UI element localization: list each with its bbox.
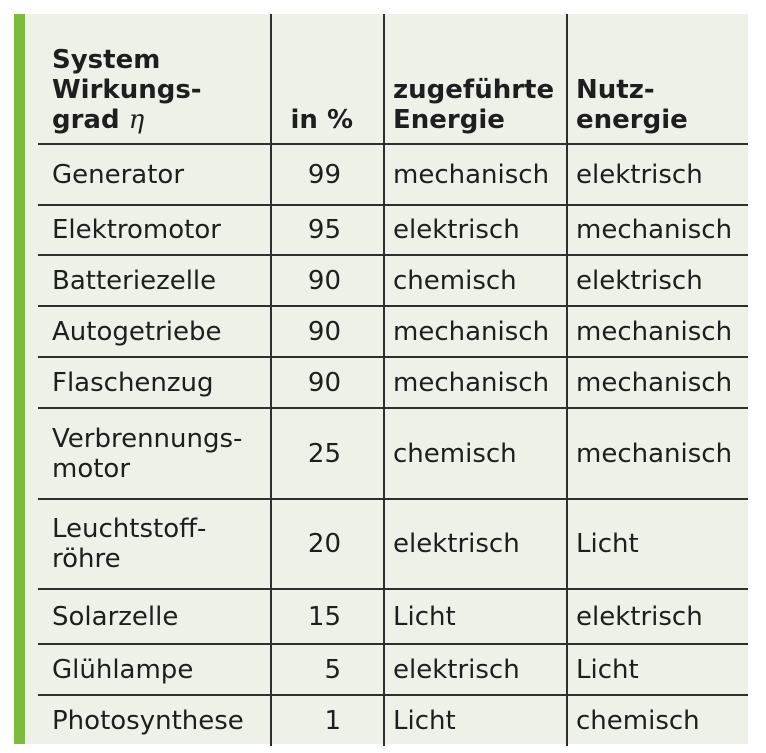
cell-useful-energy: Licht [567, 499, 748, 589]
cell-system [38, 144, 271, 205]
system-name: Glühlampe [52, 654, 194, 685]
table-row [38, 144, 748, 205]
table-row [38, 408, 748, 499]
system-name-continuation: röhre [52, 544, 121, 574]
table-row [38, 306, 748, 357]
table-row [38, 255, 748, 306]
cell-efficiency-percent: 20 [271, 499, 384, 589]
cell-useful-energy: mechanisch [567, 357, 748, 408]
cell-system [38, 205, 271, 255]
cell-useful-energy: elektrisch [567, 255, 748, 306]
cell-system [38, 499, 271, 589]
cell-input-energy: elektrisch [384, 499, 567, 589]
header-system-line1: System [52, 45, 161, 75]
system-name-continuation: motor [52, 453, 131, 484]
header-useful-line2: energie [576, 105, 688, 135]
system-name: Leuchtstoff- [52, 514, 207, 544]
cell-input-energy: Licht [384, 589, 567, 644]
cell-efficiency-percent: 90 [271, 357, 384, 408]
cell-efficiency-percent: 90 [271, 255, 384, 306]
header-system-line3: grad [52, 105, 120, 135]
header-input-line2: Energie [393, 105, 505, 135]
eta-symbol: η [128, 105, 145, 135]
cell-input-energy: mechanisch [384, 357, 567, 408]
cell-useful-energy: chemisch [567, 695, 748, 746]
cell-input-energy: mechanisch [384, 306, 567, 357]
table-row [38, 205, 748, 255]
cell-system [38, 357, 271, 408]
cell-input-energy: chemisch [384, 255, 567, 306]
header-input-line1: zugeführte [393, 75, 555, 105]
table-row [38, 644, 748, 695]
cell-useful-energy: elektrisch [567, 144, 748, 205]
cell-efficiency-percent: 90 [271, 306, 384, 357]
efficiency-table [38, 14, 748, 746]
cell-efficiency-percent: 5 [271, 644, 384, 695]
cell-system [38, 306, 271, 357]
header-useful-line1: Nutz- [576, 75, 655, 105]
cell-system [38, 589, 271, 644]
cell-input-energy: chemisch [384, 408, 567, 499]
table-row [38, 589, 748, 644]
cell-efficiency-percent: 99 [271, 144, 384, 205]
cell-efficiency-percent: 15 [271, 589, 384, 644]
cell-efficiency-percent: 25 [271, 408, 384, 499]
system-name: Solarzelle [52, 601, 179, 632]
header-system-line2: Wirkungs- [52, 75, 202, 105]
system-name: Generator [52, 159, 185, 190]
cell-useful-energy: mechanisch [567, 408, 748, 499]
cell-input-energy: mechanisch [384, 144, 567, 205]
header-useful-energy [567, 14, 748, 144]
cell-system [38, 644, 271, 695]
cell-system [38, 255, 271, 306]
cell-input-energy: elektrisch [384, 205, 567, 255]
cell-efficiency-percent: 95 [271, 205, 384, 255]
cell-input-energy: Licht [384, 695, 567, 746]
system-name: Flaschenzug [52, 367, 214, 398]
table-row [38, 695, 748, 746]
system-name: Batteriezelle [52, 265, 217, 296]
table-row [38, 357, 748, 408]
cell-system [38, 408, 271, 499]
system-name: Photosynthese [52, 706, 244, 736]
accent-bar [14, 14, 25, 744]
cell-useful-energy: mechanisch [567, 306, 748, 357]
cell-system [38, 695, 271, 746]
table-header-row [38, 14, 748, 144]
header-percent: in % [271, 14, 384, 144]
header-system [38, 14, 271, 144]
cell-useful-energy: Licht [567, 644, 748, 695]
cell-useful-energy: mechanisch [567, 205, 748, 255]
table-row [38, 499, 748, 589]
system-name: Verbrennungs- [52, 423, 243, 454]
cell-efficiency-percent: 1 [271, 695, 384, 746]
system-name: Elektromotor [52, 215, 221, 245]
system-name: Autogetriebe [52, 316, 222, 347]
cell-useful-energy: elektrisch [567, 589, 748, 644]
header-input-energy [384, 14, 567, 144]
cell-input-energy: elektrisch [384, 644, 567, 695]
